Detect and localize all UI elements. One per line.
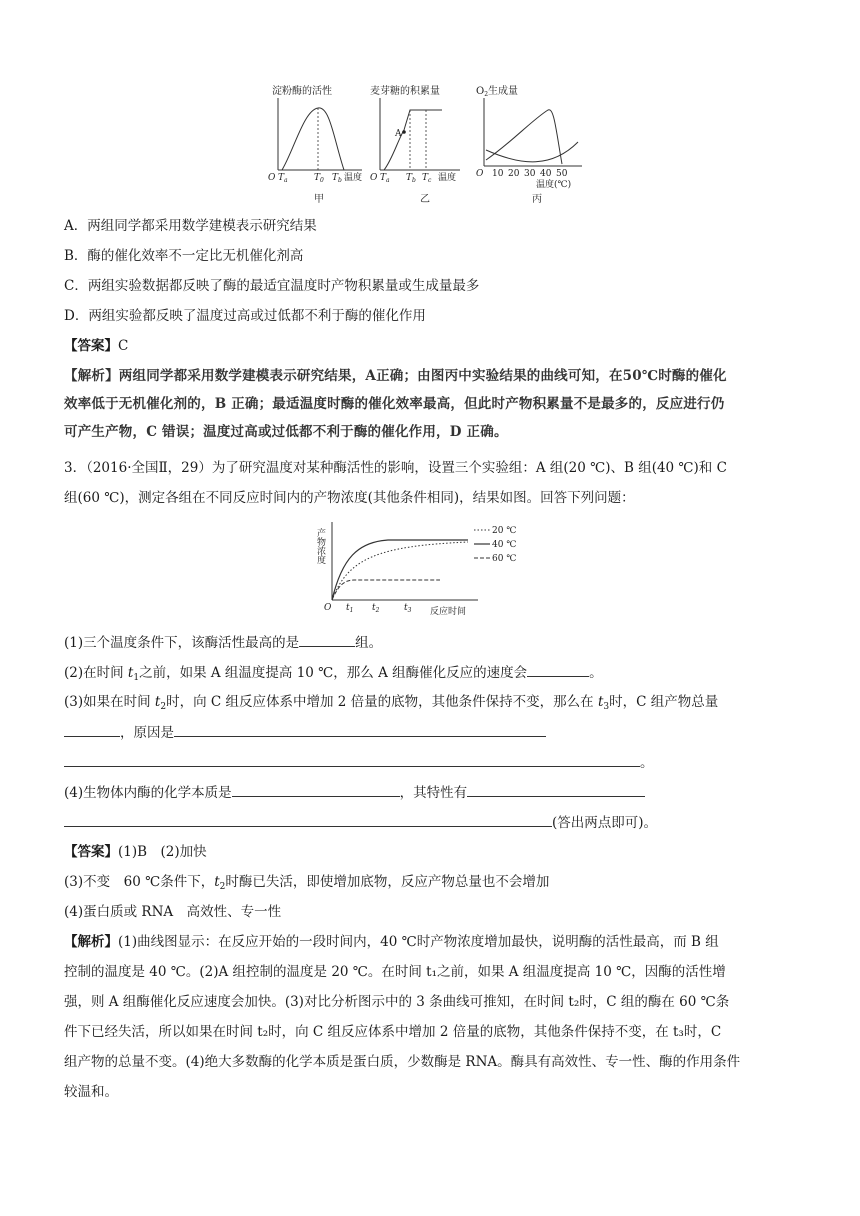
yi-point-label: A <box>395 129 402 139</box>
svg-text:50: 50 <box>556 169 568 179</box>
jia-tick-b: $T_b$ <box>332 173 342 184</box>
analysis-3-l3: 强，则 A 组酶催化反应速度会加快。(3)对比分析图示中的 3 条曲线可推知，在时间 t₂时，C 组的酶在 60 ℃条 <box>64 994 730 1010</box>
yi-ylabel: 麦芽糖的积累量 <box>370 86 440 97</box>
svg-text:20: 20 <box>508 169 520 179</box>
svg-text:温度(℃): 温度(℃) <box>536 180 572 190</box>
yi-curve <box>384 110 442 170</box>
legend-60c: 60 ℃ <box>492 554 517 564</box>
jia-tick-a: $T_a$ <box>278 173 288 184</box>
subq-4-cont: (答出两点即可)。 <box>64 812 657 833</box>
mid-ylabel: 产物浓度 <box>315 528 325 564</box>
option-a: A．两组同学都采用数学建模表示研究结果 <box>64 218 317 234</box>
subq-4: (4)生物体内酶的化学本质是 ，其特性有 <box>64 782 645 803</box>
svg-text:t1: $t_1$ <box>346 603 354 614</box>
svg-text:t2: $t_2$ <box>372 603 380 614</box>
figure-mid <box>315 518 528 622</box>
answer-3-3: (3)不变 60 ℃条件下，$t_2$时酶已失活，即使增加底物，反应产物总量也不会增加 <box>64 874 550 892</box>
jia-caption: 甲 <box>314 194 324 205</box>
subq-1: (1)三个温度条件下，该酶活性最高的是 组。 <box>64 632 382 653</box>
answer-3-1: 【答案】(1)B (2)加快 <box>64 844 207 860</box>
answer-2: 【答案】C <box>64 338 129 354</box>
subq-2: (2)在时间 $t_1$之前，如果 A 组温度提高 10 ℃，那么 A 组酶催化反应的速度会 。 <box>64 662 603 688</box>
svg-text:温度: 温度 <box>438 173 457 183</box>
svg-text:Tb: $T_b$ <box>406 173 416 184</box>
analysis-3-l2: 控制的温度是 40 ℃。(2)A 组控制的温度是 20 ℃。在时间 t₁之前，如果 A 组温度提高 10 ℃，因酶的活性增 <box>64 964 726 980</box>
jia-curve <box>282 108 344 170</box>
bing-caption: 丙 <box>532 194 542 205</box>
q3-line2: 组(60 ℃)，测定各组在不同反应时间内的产物浓度(其他条件相同)，结果如图。回答下列问题： <box>64 490 635 506</box>
analysis-2-line1: 【解析】两组同学都采用数学建模表示研究结果，A正确；由图丙中实验结果的曲线可知，在50℃时酶的催化 <box>64 368 727 384</box>
svg-text:t3: $t_3$ <box>404 603 412 614</box>
yi-caption: 乙 <box>420 194 430 205</box>
mid-xlabel: 反应时间 <box>430 607 467 617</box>
curve-20c <box>332 542 468 600</box>
svg-text:O: O <box>324 603 332 613</box>
svg-text:40: 40 <box>540 169 552 179</box>
bing-inorganic-curve <box>486 142 578 162</box>
subq-3-cont: ，原因是 <box>64 722 546 743</box>
bing-ylabel: $O_2$生成量 <box>476 86 519 98</box>
jia-origin: O <box>268 173 276 183</box>
jia-tick-0: $T_0$ <box>314 173 324 184</box>
bing-enzyme-curve <box>486 110 562 164</box>
q3-line1: 3．（2016·全国Ⅱ，29）为了研究温度对某种酶活性的影响，设置三个实验组：A 组(20 ℃)、B 组(40 ℃)和 C <box>64 460 727 476</box>
graph-jia <box>268 84 362 205</box>
svg-text:Ta: $T_a$ <box>380 173 390 184</box>
legend-40c: 40 ℃ <box>492 540 517 550</box>
yi-origin: O <box>370 173 378 183</box>
option-d: D．两组实验都反映了温度过高或过低都不利于酶的催化作用 <box>64 308 426 324</box>
option-c: C．两组实验数据都反映了酶的最适宜温度时产物积累量或生成量最多 <box>64 278 480 294</box>
graph-bing <box>476 84 582 205</box>
analysis-2-line2: 效率低于无机催化剂的，B 正确；最适温度时酶的催化效率最高，但此时产物积累量不是最多的，反应进行仍 <box>64 396 725 412</box>
legend-20c: 20 ℃ <box>492 526 517 536</box>
svg-text:Tc: $T_c$ <box>422 173 432 184</box>
subq-3-line: 。 <box>64 752 654 773</box>
graph-yi <box>370 84 460 205</box>
analysis-3-l5: 组产物的总量不变。(4)绝大多数酶的化学本质是蛋白质，少数酶是 RNA。酶具有高效性、专一性、酶的作用条件 <box>64 1054 741 1070</box>
svg-text:30: 30 <box>524 169 536 179</box>
curve-60c <box>332 580 440 600</box>
curve-40c <box>332 540 468 600</box>
jia-ylabel: 淀粉酶的活性 <box>272 86 332 97</box>
analysis-3-l6: 较温和。 <box>64 1084 118 1100</box>
yi-point-a <box>402 130 406 134</box>
figure-top <box>262 80 592 208</box>
jia-xlabel: 温度 <box>344 173 363 183</box>
svg-text:O: O <box>476 169 484 179</box>
option-b: B．酶的催化效率不一定比无机催化剂高 <box>64 248 304 264</box>
analysis-2-line3: 可产生产物，C 错误；温度过高或过低都不利于酶的催化作用，D 正确。 <box>64 424 508 440</box>
subq-3: (3)如果在时间 $t_2$时，向 C 组反应体系中增加 2 倍量的底物，其他条件保持不变，那么在 $t_3$时，C 组产物总量 <box>64 694 719 712</box>
answer-3-4: (4)蛋白质或 RNA 高效性、专一性 <box>64 904 282 920</box>
analysis-3-l4: 件下已经失活，所以如果在时间 t₂时，向 C 组反应体系中增加 2 倍量的底物，其他条件保持不变，在 t₃时，C <box>64 1024 722 1040</box>
svg-text:10: 10 <box>492 169 504 179</box>
analysis-3-l1: 【解析】(1)曲线图显示：在反应开始的一段时间内，40 ℃时产物浓度增加最快，说明酶的活性最高，而 B 组 <box>64 934 719 950</box>
